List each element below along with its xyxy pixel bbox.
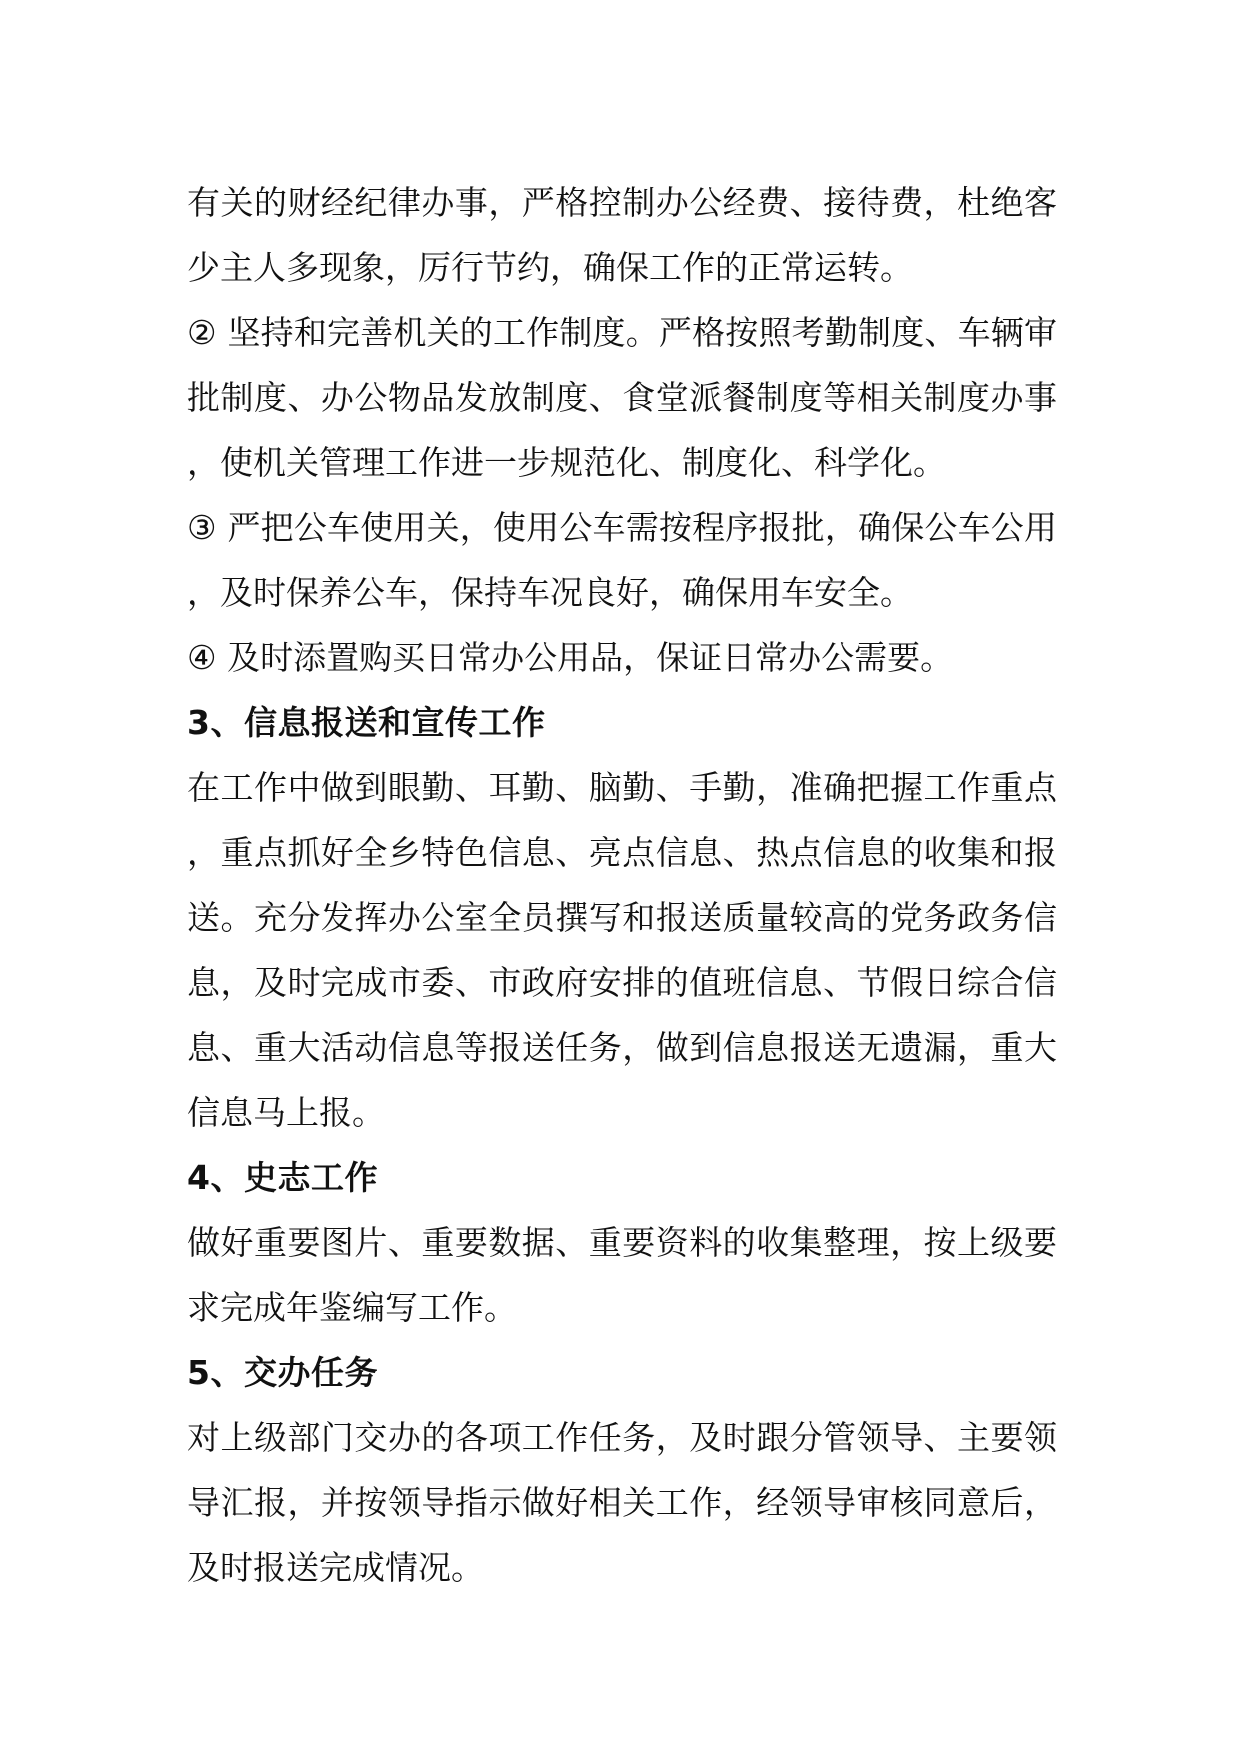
paragraph-work-system: ② 坚持和完善机关的工作制度。严格按照考勤制度、车辆审批制度、办公物品发放制度、食堂派餐制度等相关制度办事，使机关管理工作进一步规范化、制度化、科学化。	[187, 313, 1057, 482]
paragraph-information-reporting: 在工作中做到眼勤、耳勤、脑勤、手勤，准确把握工作重点，重点抓好全乡特色信息、亮点信息、热点信息的收集和报送。充分发挥办公室全员撰写和报送质量较高的党务政务信息，及时完成市委、市政府安排的值班信息、节假日综合信息、重大活动信息等报送任务，做到信息报送无遗漏，重大信息马上报。	[187, 768, 1057, 1132]
paragraph-chronicle-work: 做好重要图片、重要数据、重要资料的收集整理，按上级要求完成年鉴编写工作。	[187, 1223, 1057, 1327]
paragraph-official-vehicle: ③ 严把公车使用关，使用公车需按程序报批，确保公车公用，及时保养公车，保持车况良好，确保用车安全。	[187, 508, 1057, 612]
heading-assigned-tasks: 5、交办任务	[187, 1353, 378, 1392]
heading-information-reporting: 3、信息报送和宣传工作	[187, 703, 546, 742]
paragraph-office-supplies: ④ 及时添置购买日常办公用品，保证日常办公需要。	[187, 638, 954, 677]
heading-chronicle-work: 4、史志工作	[187, 1158, 378, 1197]
paragraph-assigned-tasks: 对上级部门交办的各项工作任务，及时跟分管领导、主要领导汇报，并按领导指示做好相关工作，经领导审核同意后，及时报送完成情况。	[187, 1418, 1057, 1587]
paragraph-finance-discipline: 有关的财经纪律办事，严格控制办公经费、接待费，杜绝客少主人多现象，厉行节约，确保工作的正常运转。	[187, 183, 1057, 287]
document-body	[187, 170, 1057, 1600]
